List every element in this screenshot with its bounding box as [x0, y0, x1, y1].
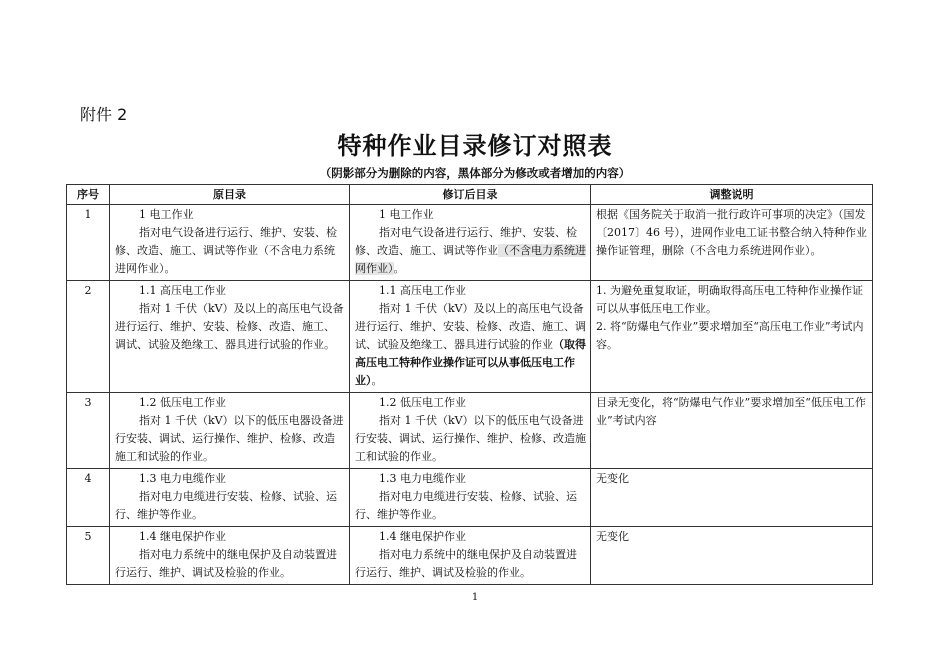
row-number: 4 — [67, 469, 110, 527]
note-cell — [591, 527, 873, 585]
item-description: 指对电力系统中的继电保护及自动装置进行运行、维护、调试及检验的作业。 — [115, 548, 337, 579]
item-heading: 1.1 高压电工作业 — [379, 284, 466, 297]
item-heading: 1.4 继电保护作业 — [379, 530, 466, 543]
item-description — [355, 224, 586, 278]
table-row — [67, 527, 873, 585]
note-cell — [591, 205, 873, 281]
description-end: 。 — [393, 262, 405, 275]
note-text: 无变化 — [596, 472, 629, 485]
row-number: 5 — [67, 527, 110, 585]
revised-cell — [350, 205, 591, 281]
item-heading: 1.1 高压电工作业 — [139, 284, 226, 297]
table-row — [67, 281, 873, 393]
item-description: 指对电力系统中的继电保护及自动装置进行运行、维护、调试及检验的作业。 — [355, 548, 577, 579]
item-heading: 1.4 继电保护作业 — [139, 530, 226, 543]
header-revised: 修订后目录 — [350, 185, 591, 205]
item-description: 指对 1 千伏（kV）以下的低压电器设备进行安装、调试、运行操作、维护、检修、改造施工和试验的作业。 — [115, 414, 344, 463]
added-text: （取得高压电工特种作业操作证可以从事低压电工作业） — [355, 338, 586, 387]
header-no: 序号 — [67, 185, 110, 205]
item-heading: 1 电工作业 — [139, 208, 194, 221]
item-description: 指对电力电缆进行安装、检修、试验、运行、维护等作业。 — [115, 490, 337, 521]
description-end: 。 — [371, 374, 383, 387]
table-row — [67, 469, 873, 527]
row-number: 1 — [67, 205, 110, 281]
item-heading: 1.3 电力电缆作业 — [139, 472, 226, 485]
row-number: 3 — [67, 393, 110, 469]
item-description: 指对 1 千伏（kV）及以上的高压电气设备进行运行、维护、安装、检修、改造、施工、调试、试验及绝缘工、器具进行试验的作业。 — [115, 302, 344, 351]
note-text: 无变化 — [596, 530, 629, 543]
table-row — [67, 205, 873, 281]
table-row — [67, 393, 873, 469]
header-note: 调整说明 — [591, 185, 873, 205]
original-cell — [110, 281, 350, 393]
item-heading: 1 电工作业 — [379, 208, 434, 221]
item-description: 指对 1 千伏（kV）以下的低压电气设备进行安装、调试、运行操作、维护、检修、改造施工和试验的作业。 — [355, 414, 586, 463]
row-number: 2 — [67, 281, 110, 393]
note-text: 2. 将“防爆电气作业”要求增加至“高压电工作业”考试内容。 — [596, 320, 864, 351]
item-description: 指对电力电缆进行安装、检修、试验、运行、维护等作业。 — [355, 490, 577, 521]
item-description — [355, 300, 586, 390]
comparison-table — [66, 184, 873, 585]
deleted-text: （不含电力系统进网作业） — [355, 244, 586, 275]
revised-cell — [350, 281, 591, 393]
page-number: 1 — [471, 592, 479, 603]
original-cell — [110, 205, 350, 281]
original-cell — [110, 527, 350, 585]
revised-cell — [350, 469, 591, 527]
item-heading: 1.3 电力电缆作业 — [379, 472, 466, 485]
note-text: 1. 为避免重复取证，明确取得高压电工特种作业操作证可以从事低压电工作业。 — [596, 284, 863, 315]
original-cell — [110, 469, 350, 527]
revised-cell — [350, 527, 591, 585]
item-description: 指对电气设备进行运行、维护、安装、检修、改造、施工、调试等作业（不含电力系统进网作业）。 — [115, 226, 337, 275]
description-text: 指对 1 千伏（kV）及以上的高压电气设备进行运行、维护、安装、检修、改造、施工、调试、试验及绝缘工、器具进行试验的作业 — [355, 302, 586, 351]
note-text: 目录无变化，将“防爆电气作业”要求增加至“低压电工作业”考试内容 — [596, 396, 866, 427]
header-original: 原目录 — [110, 185, 350, 205]
attachment-label: 附件 2 — [80, 105, 128, 124]
item-heading: 1.2 低压电工作业 — [139, 396, 226, 409]
note-cell — [591, 469, 873, 527]
note-cell — [591, 393, 873, 469]
document-title: 特种作业目录修订对照表 — [337, 131, 613, 160]
note-text: 根据《国务院关于取消一批行政许可事项的决定》（国发〔2017〕46 号），进网作业电工证书整合纳入特种作业操作证管理，删除（不含电力系统进网作业）。 — [596, 208, 867, 257]
description-text: 指对电气设备进行运行、维护、安装、检修、改造、施工、调试等作业 — [355, 226, 577, 257]
item-heading: 1.2 低压电工作业 — [379, 396, 466, 409]
document-subtitle: （阴影部分为删除的内容，黑体部分为修改或者增加的内容） — [319, 166, 631, 180]
table-header-row — [67, 185, 873, 205]
original-cell — [110, 393, 350, 469]
note-cell — [591, 281, 873, 393]
revised-cell — [350, 393, 591, 469]
